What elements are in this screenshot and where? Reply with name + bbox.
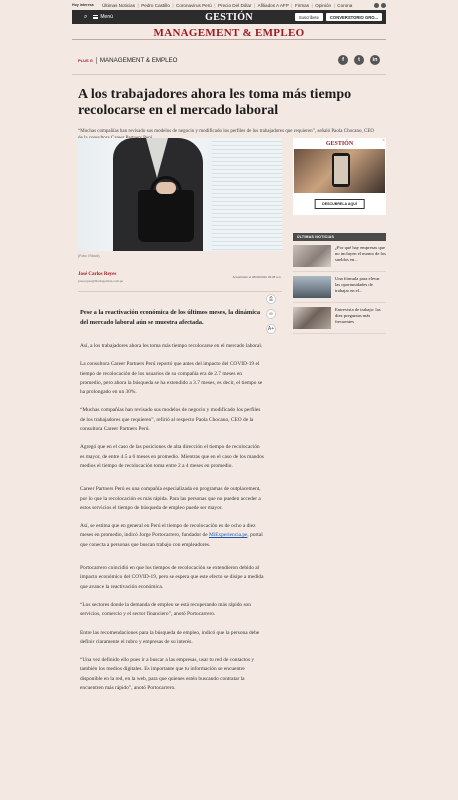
news-headline[interactable]: Una fórmula para elevar las oportunidades de trabajar en el... [335, 276, 380, 293]
paragraph: La consultora Career Partners Perú reportó que antes del impacto del COVID-19 el tiempo de recolocación de los usuarios de su compañía era de 2.7 meses en promedio, pero ahora la búsqueda se ha extendido a 3.7 meses, es decir, el tiempo se ha prolongado en un 30%. [80, 361, 263, 396]
section-title[interactable]: MANAGEMENT & EMPLEO [72, 26, 386, 40]
paragraph: “Una vez definido ello pues ir a buscar a las empresas, usar tu red de contactos y también los medios digitales. Es importante que tu información se encuentre disponible en la red, en la web, para que quienes estén buscando contratar la encuentren más rápido”, anotó Portocarrero. [80, 657, 255, 692]
author-row [78, 272, 282, 292]
ad-close-icon[interactable]: ✕ [382, 138, 385, 142]
paragraph: Así, se estima que en general en Perú el tiempo de recolocación es de ocho a diez meses en promedio, indicó Jorge Portocarrero, fundador de MiExperiencia.pe, portal que conecta a personas que buscan trabajo con empleadores. [80, 523, 263, 548]
paragraph: Así, a los trabajadores ahora les toma más tiempo recolocarse en el mercado laboral. [80, 343, 263, 349]
ad-cta-button[interactable]: DESCUBRELA AQUÍ [314, 199, 365, 209]
paragraph: Entre las recomendaciones para la búsqueda de empleo, indicó que la persona debe definir claramente el rubro y empresas de su interés. [80, 629, 260, 645]
hamburger-icon [93, 15, 98, 19]
article-tools [264, 294, 278, 334]
paragraph: “Muchas compañías han revisado sus modelos de negocio y modificado los perfiles de los trabajadores que requieren”, refirió al respecto Paola Chocano, CEO de la consultora Career Partners Perú. [80, 407, 261, 433]
image-caption: (Foto: IStock) [78, 254, 100, 258]
list-item[interactable] [293, 272, 386, 303]
share-facebook-icon[interactable]: f [338, 55, 348, 65]
conversatorio-button[interactable]: CONVERSTORIO GRO... [326, 13, 382, 21]
list-item[interactable] [293, 303, 386, 334]
main-header [72, 10, 386, 24]
topbar-link-coronavirus[interactable]: Coronavirus Perú [176, 2, 212, 8]
page-wrapper [72, 0, 386, 692]
article-body [78, 308, 282, 693]
twitter-icon[interactable] [381, 3, 386, 8]
article-main-column [78, 138, 282, 693]
updated-timestamp: Actualizado el 08/09/2020 09:08 a.m. [232, 275, 282, 279]
miexperiencia-link[interactable]: MiExperiencia.pe [208, 532, 248, 539]
paragraph: Agregó que en el caso de las posiciones de alta dirección el tiempo de recolocación es mayor, de entre 4.5 a 6 meses en promedio. Mientras que en el caso de los mandos medios el tiempo de recolocación toma entre 2 a 4 meses en promedio. [80, 444, 264, 469]
author-name[interactable]: José Carlos Reyes [78, 272, 117, 277]
print-icon[interactable]: ⎙ [266, 294, 276, 304]
menu-button[interactable] [93, 14, 113, 20]
topbar-link-dolar[interactable]: Precio Del Dólar [217, 2, 252, 8]
subscribe-button[interactable]: Suscríbete [295, 13, 323, 21]
list-item[interactable] [293, 241, 386, 272]
news-headline[interactable]: Entrevista de trabajo: las diez preguntas más frecuentes [335, 307, 381, 324]
sidebar [293, 138, 386, 334]
breadcrumb [72, 56, 386, 75]
news-thumbnail[interactable] [293, 245, 331, 267]
ad-banner[interactable] [293, 138, 386, 215]
font-size-icon[interactable]: A+ [267, 326, 275, 332]
topbar-link-castillo[interactable]: Pedro Castillo [141, 2, 170, 8]
link-icon[interactable]: ∞ [266, 309, 276, 319]
share-buttons [338, 55, 380, 65]
latest-news-heading: ÚLTIMAS NOTICIAS [293, 233, 386, 241]
menu-label: Menú [100, 14, 113, 20]
article-title: A los trabajadores ahora les toma más tiempo recolocarse en el mercado laboral [78, 87, 352, 118]
share-linkedin-icon[interactable]: in [370, 55, 380, 65]
site-logo[interactable]: GESTIÓN [205, 11, 253, 23]
topbar-link-corona[interactable]: Corona [337, 2, 353, 8]
article-hero-image [78, 138, 282, 251]
facebook-icon[interactable] [374, 3, 379, 8]
article-lead: Pese a la reactivación económica de los últimos meses, la dinámica del mercado laboral aún se muestra afectada. [80, 309, 261, 326]
topbar-social [374, 3, 386, 8]
ad-image [294, 149, 385, 193]
plus-g-logo[interactable]: PLUS G [78, 57, 93, 63]
paragraph: “Los sectores donde la demanda de empleo se está recuperando más rápido son servicios, comercio y el sector financiero”, anotó Portocarrero. [80, 601, 251, 618]
share-twitter-icon[interactable]: t [354, 55, 364, 65]
news-thumbnail[interactable] [293, 276, 331, 298]
news-headline[interactable]: ¿Por qué hay empresas que no incluyen el monto de los sueldos en... [335, 245, 386, 262]
paragraph: Portocarrero coincidió en que los tiempos de recolocación se extendieron debido al impacto económico del COVID-19, pero se espera que este efecto se disipe a medida que avance la reactivación económica. [80, 565, 264, 590]
paragraph: Career Partners Perú es una compañía especializada en programas de outplacement, por lo que la recolocación es más rápida. Para las personas que no pueden acceder a estos servicios el tiempo de búsqueda de empleo puede ser mayor. [80, 486, 261, 511]
top-utility-bar: Hoy interesa Últimas Noticias | Pedro Castillo | Coronavirus Perú | Precio Del Dólar | Afiliados A AFP | Firmas | Opinión | Corona [72, 0, 386, 10]
topbar-link-afp[interactable]: Afiliados A AFP [257, 2, 289, 8]
author-email[interactable]: jose.reyes@diariogestion.com.pe [78, 279, 124, 283]
article-subtitle: “Muchas compañías han revisado sus modelos de negocio y modificado los perfiles de los trabajadores que requieren”, señaló Paola Chocano, CEO [78, 129, 375, 134]
ad-logo: GESTIÓN [325, 141, 354, 147]
topbar-link-firmas[interactable]: Firmas [295, 2, 310, 8]
topbar-link-ultimas[interactable]: Últimas Noticias [102, 2, 136, 8]
topbar-link-opinion[interactable]: Opinión [315, 2, 332, 8]
search-icon[interactable]: ⌕ [84, 13, 88, 20]
breadcrumb-section[interactable]: MANAGEMENT & EMPLEO [96, 57, 178, 64]
today-label: Hoy interesa [72, 3, 94, 7]
news-thumbnail[interactable] [293, 307, 331, 329]
